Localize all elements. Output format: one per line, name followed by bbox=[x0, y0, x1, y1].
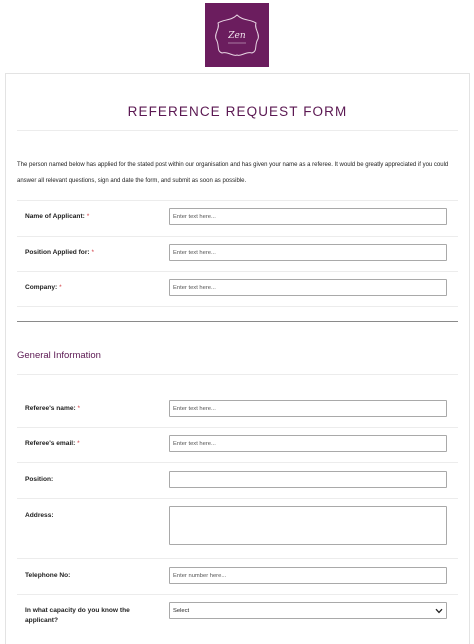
address-textarea[interactable] bbox=[169, 506, 447, 545]
capacity-label: In what capacity do you know the applicant? bbox=[25, 607, 130, 624]
company-label: Company: * bbox=[25, 284, 62, 291]
form-title: REFERENCE REQUEST FORM bbox=[127, 104, 348, 119]
divider bbox=[17, 594, 458, 595]
referee-email-input[interactable] bbox=[169, 435, 447, 452]
position-applied-input[interactable] bbox=[169, 244, 447, 261]
divider bbox=[17, 306, 458, 307]
position-input[interactable] bbox=[169, 471, 447, 488]
intro-text: The person named below has applied for the stated post within our organisation and has given your name as a referee. It would be greatly appreciated if you could answer all relevant questions, sign and date the form, and submit as soon as possible. bbox=[17, 162, 449, 184]
referee-name-input[interactable] bbox=[169, 400, 447, 417]
referee-name-label: Referee's name: * bbox=[25, 405, 81, 412]
divider bbox=[17, 271, 458, 272]
divider bbox=[17, 236, 458, 237]
divider bbox=[17, 558, 458, 559]
company-input[interactable] bbox=[169, 279, 447, 296]
logo-text: Zen bbox=[228, 31, 246, 41]
capacity-select-value: Select bbox=[173, 607, 190, 614]
brand-logo bbox=[205, 3, 269, 67]
divider bbox=[17, 462, 458, 463]
form-sheet bbox=[5, 73, 470, 644]
chevron-down-icon bbox=[435, 608, 443, 614]
position-label: Position: bbox=[25, 476, 54, 483]
telephone-input[interactable] bbox=[169, 567, 447, 584]
divider bbox=[17, 427, 458, 428]
applicant-name-input[interactable] bbox=[169, 208, 447, 225]
divider bbox=[17, 130, 458, 131]
brand-logo-icon bbox=[210, 11, 264, 59]
telephone-label: Telephone No: bbox=[25, 572, 71, 579]
capacity-select[interactable] bbox=[169, 602, 447, 619]
divider bbox=[17, 498, 458, 499]
applicant-name-label: Name of Applicant: * bbox=[25, 213, 90, 220]
position-applied-label: Position Applied for: * bbox=[25, 249, 95, 256]
section-divider bbox=[17, 321, 458, 322]
address-label: Address: bbox=[25, 512, 54, 519]
referee-email-label: Referee's email: * bbox=[25, 440, 80, 447]
divider bbox=[17, 200, 458, 201]
section-general-heading: General Information bbox=[17, 350, 101, 361]
divider bbox=[17, 374, 458, 375]
